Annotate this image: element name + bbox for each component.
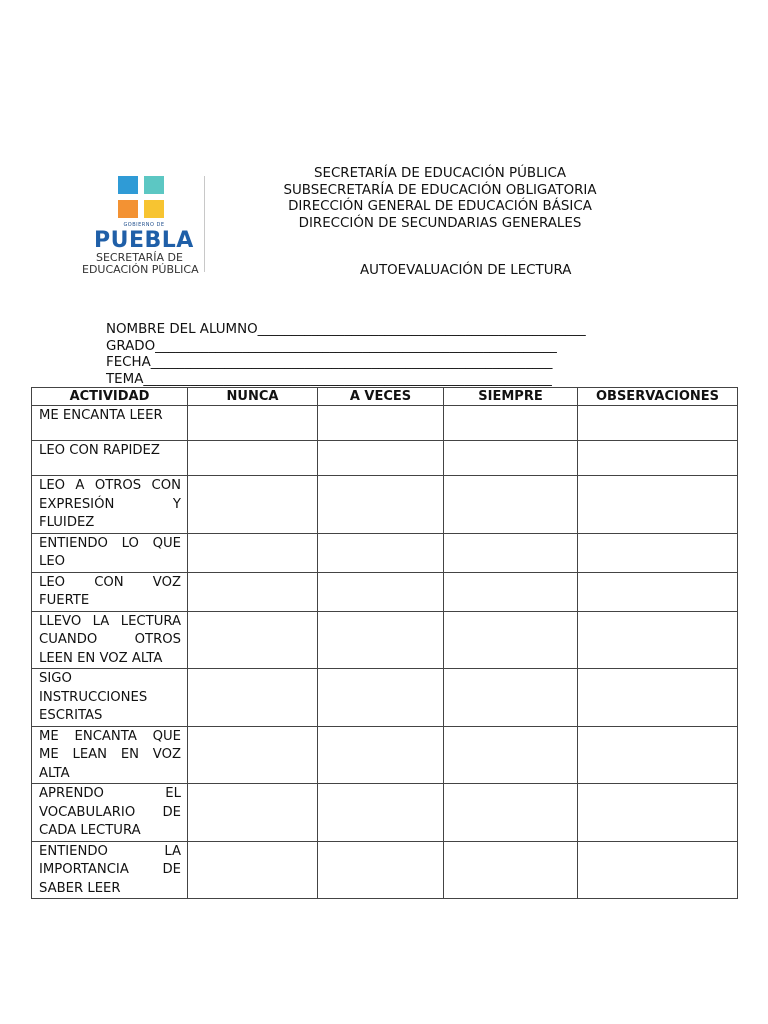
observations-cell[interactable] — [578, 476, 738, 534]
never-cell[interactable] — [188, 572, 318, 611]
table-row — [32, 841, 738, 899]
sometimes-cell[interactable] — [318, 841, 444, 899]
sometimes-cell[interactable] — [318, 784, 444, 842]
always-cell[interactable] — [444, 572, 578, 611]
table-row — [32, 784, 738, 842]
never-cell[interactable] — [188, 669, 318, 727]
logo-gov-text: GOBIERNO DE — [123, 222, 165, 228]
activity-cell: APRENDO EL VOCABULARIO DE CADA LECTURA — [32, 784, 188, 842]
logo-square-orange — [118, 200, 138, 218]
activity-cell: LEO CON RAPIDEZ — [32, 441, 188, 476]
sometimes-cell[interactable] — [318, 441, 444, 476]
student-info-fields — [106, 322, 586, 389]
always-cell[interactable] — [444, 726, 578, 784]
observations-cell[interactable] — [578, 784, 738, 842]
logo-name: PUEBLA — [94, 228, 194, 253]
header-observations: OBSERVACIONES — [578, 388, 738, 406]
sometimes-cell[interactable] — [318, 572, 444, 611]
never-cell[interactable] — [188, 726, 318, 784]
observations-cell[interactable] — [578, 841, 738, 899]
sometimes-cell[interactable] — [318, 611, 444, 669]
always-cell[interactable] — [444, 406, 578, 441]
activity-cell: LLEVO LA LECTURA CUANDO OTROS LEEN EN VOZ ALTA — [32, 611, 188, 669]
field-label: FECHA — [106, 355, 151, 371]
never-cell[interactable] — [188, 784, 318, 842]
observations-cell[interactable] — [578, 572, 738, 611]
field-student-name[interactable] — [106, 322, 586, 339]
always-cell[interactable] — [444, 476, 578, 534]
logo-square-teal — [144, 176, 164, 194]
sometimes-cell[interactable] — [318, 533, 444, 572]
always-cell[interactable] — [444, 611, 578, 669]
puebla-logo — [78, 170, 208, 278]
always-cell[interactable] — [444, 533, 578, 572]
activity-cell: ME ENCANTA LEER — [32, 406, 188, 441]
field-grade[interactable] — [106, 339, 586, 356]
observations-cell[interactable] — [578, 611, 738, 669]
header-sometimes: A VECES — [318, 388, 444, 406]
document-title: AUTOEVALUACIÓN DE LECTURA — [360, 263, 572, 278]
never-cell[interactable] — [188, 406, 318, 441]
header-line-2: SUBSECRETARÍA DE EDUCACIÓN OBLIGATORIA — [283, 182, 597, 198]
never-cell[interactable] — [188, 533, 318, 572]
header-line-1: SECRETARÍA DE EDUCACIÓN PÚBLICA — [313, 166, 566, 181]
table-row — [32, 533, 738, 572]
sometimes-cell[interactable] — [318, 406, 444, 441]
observations-cell[interactable] — [578, 726, 738, 784]
field-blank: ____________________________________________________________ — [150, 355, 553, 371]
never-cell[interactable] — [188, 441, 318, 476]
observations-cell[interactable] — [578, 669, 738, 727]
logo-square-blue — [118, 176, 138, 194]
table-row — [32, 406, 738, 441]
header-activity: ACTIVIDAD — [32, 388, 188, 406]
institution-header — [230, 166, 650, 233]
field-blank: _____________________________________________________________ — [143, 372, 552, 388]
activity-cell: LEO CON VOZ FUERTE — [32, 572, 188, 611]
never-cell[interactable] — [188, 611, 318, 669]
table-row — [32, 669, 738, 727]
self-assessment-table — [31, 387, 738, 899]
always-cell[interactable] — [444, 784, 578, 842]
table-row — [32, 441, 738, 476]
sometimes-cell[interactable] — [318, 476, 444, 534]
observations-cell[interactable] — [578, 406, 738, 441]
table-row — [32, 572, 738, 611]
always-cell[interactable] — [444, 669, 578, 727]
logo-line-1: SECRETARÍA DE — [96, 251, 183, 264]
field-label: TEMA — [106, 372, 144, 388]
observations-cell[interactable] — [578, 533, 738, 572]
never-cell[interactable] — [188, 841, 318, 899]
field-date[interactable] — [106, 355, 586, 372]
activity-cell: LEO A OTROS CON EXPRESIÓN Y FLUIDEZ — [32, 476, 188, 534]
field-label: GRADO — [106, 338, 156, 354]
never-cell[interactable] — [188, 476, 318, 534]
activity-cell: ME ENCANTA QUE ME LEAN EN VOZ ALTA — [32, 726, 188, 784]
field-blank: ____________________________________________________________ — [155, 338, 557, 354]
activity-cell: ENTIENDO LA IMPORTANCIA DE SABER LEER — [32, 841, 188, 899]
table-row — [32, 476, 738, 534]
logo-line-2: EDUCACIÓN PÚBLICA — [82, 263, 199, 276]
sometimes-cell[interactable] — [318, 669, 444, 727]
header-line-3: DIRECCIÓN GENERAL DE EDUCACIÓN BÁSICA — [288, 199, 592, 215]
table-row — [32, 611, 738, 669]
header-never: NUNCA — [188, 388, 318, 406]
always-cell[interactable] — [444, 441, 578, 476]
table-header-row — [32, 388, 738, 406]
logo-square-yellow — [144, 200, 164, 218]
activity-cell: ENTIENDO LO QUE LEO — [32, 533, 188, 572]
always-cell[interactable] — [444, 841, 578, 899]
activity-cell: SIGO INSTRUCCIONES ESCRITAS — [32, 669, 188, 727]
sometimes-cell[interactable] — [318, 726, 444, 784]
logo-divider — [204, 176, 205, 272]
field-blank: _________________________________________________ — [257, 322, 586, 337]
table-row — [32, 726, 738, 784]
field-label: NOMBRE DEL ALUMNO — [106, 322, 258, 337]
header-line-4: DIRECCIÓN DE SECUNDARIAS GENERALES — [298, 216, 582, 232]
observations-cell[interactable] — [578, 441, 738, 476]
header-always: SIEMPRE — [444, 388, 578, 406]
